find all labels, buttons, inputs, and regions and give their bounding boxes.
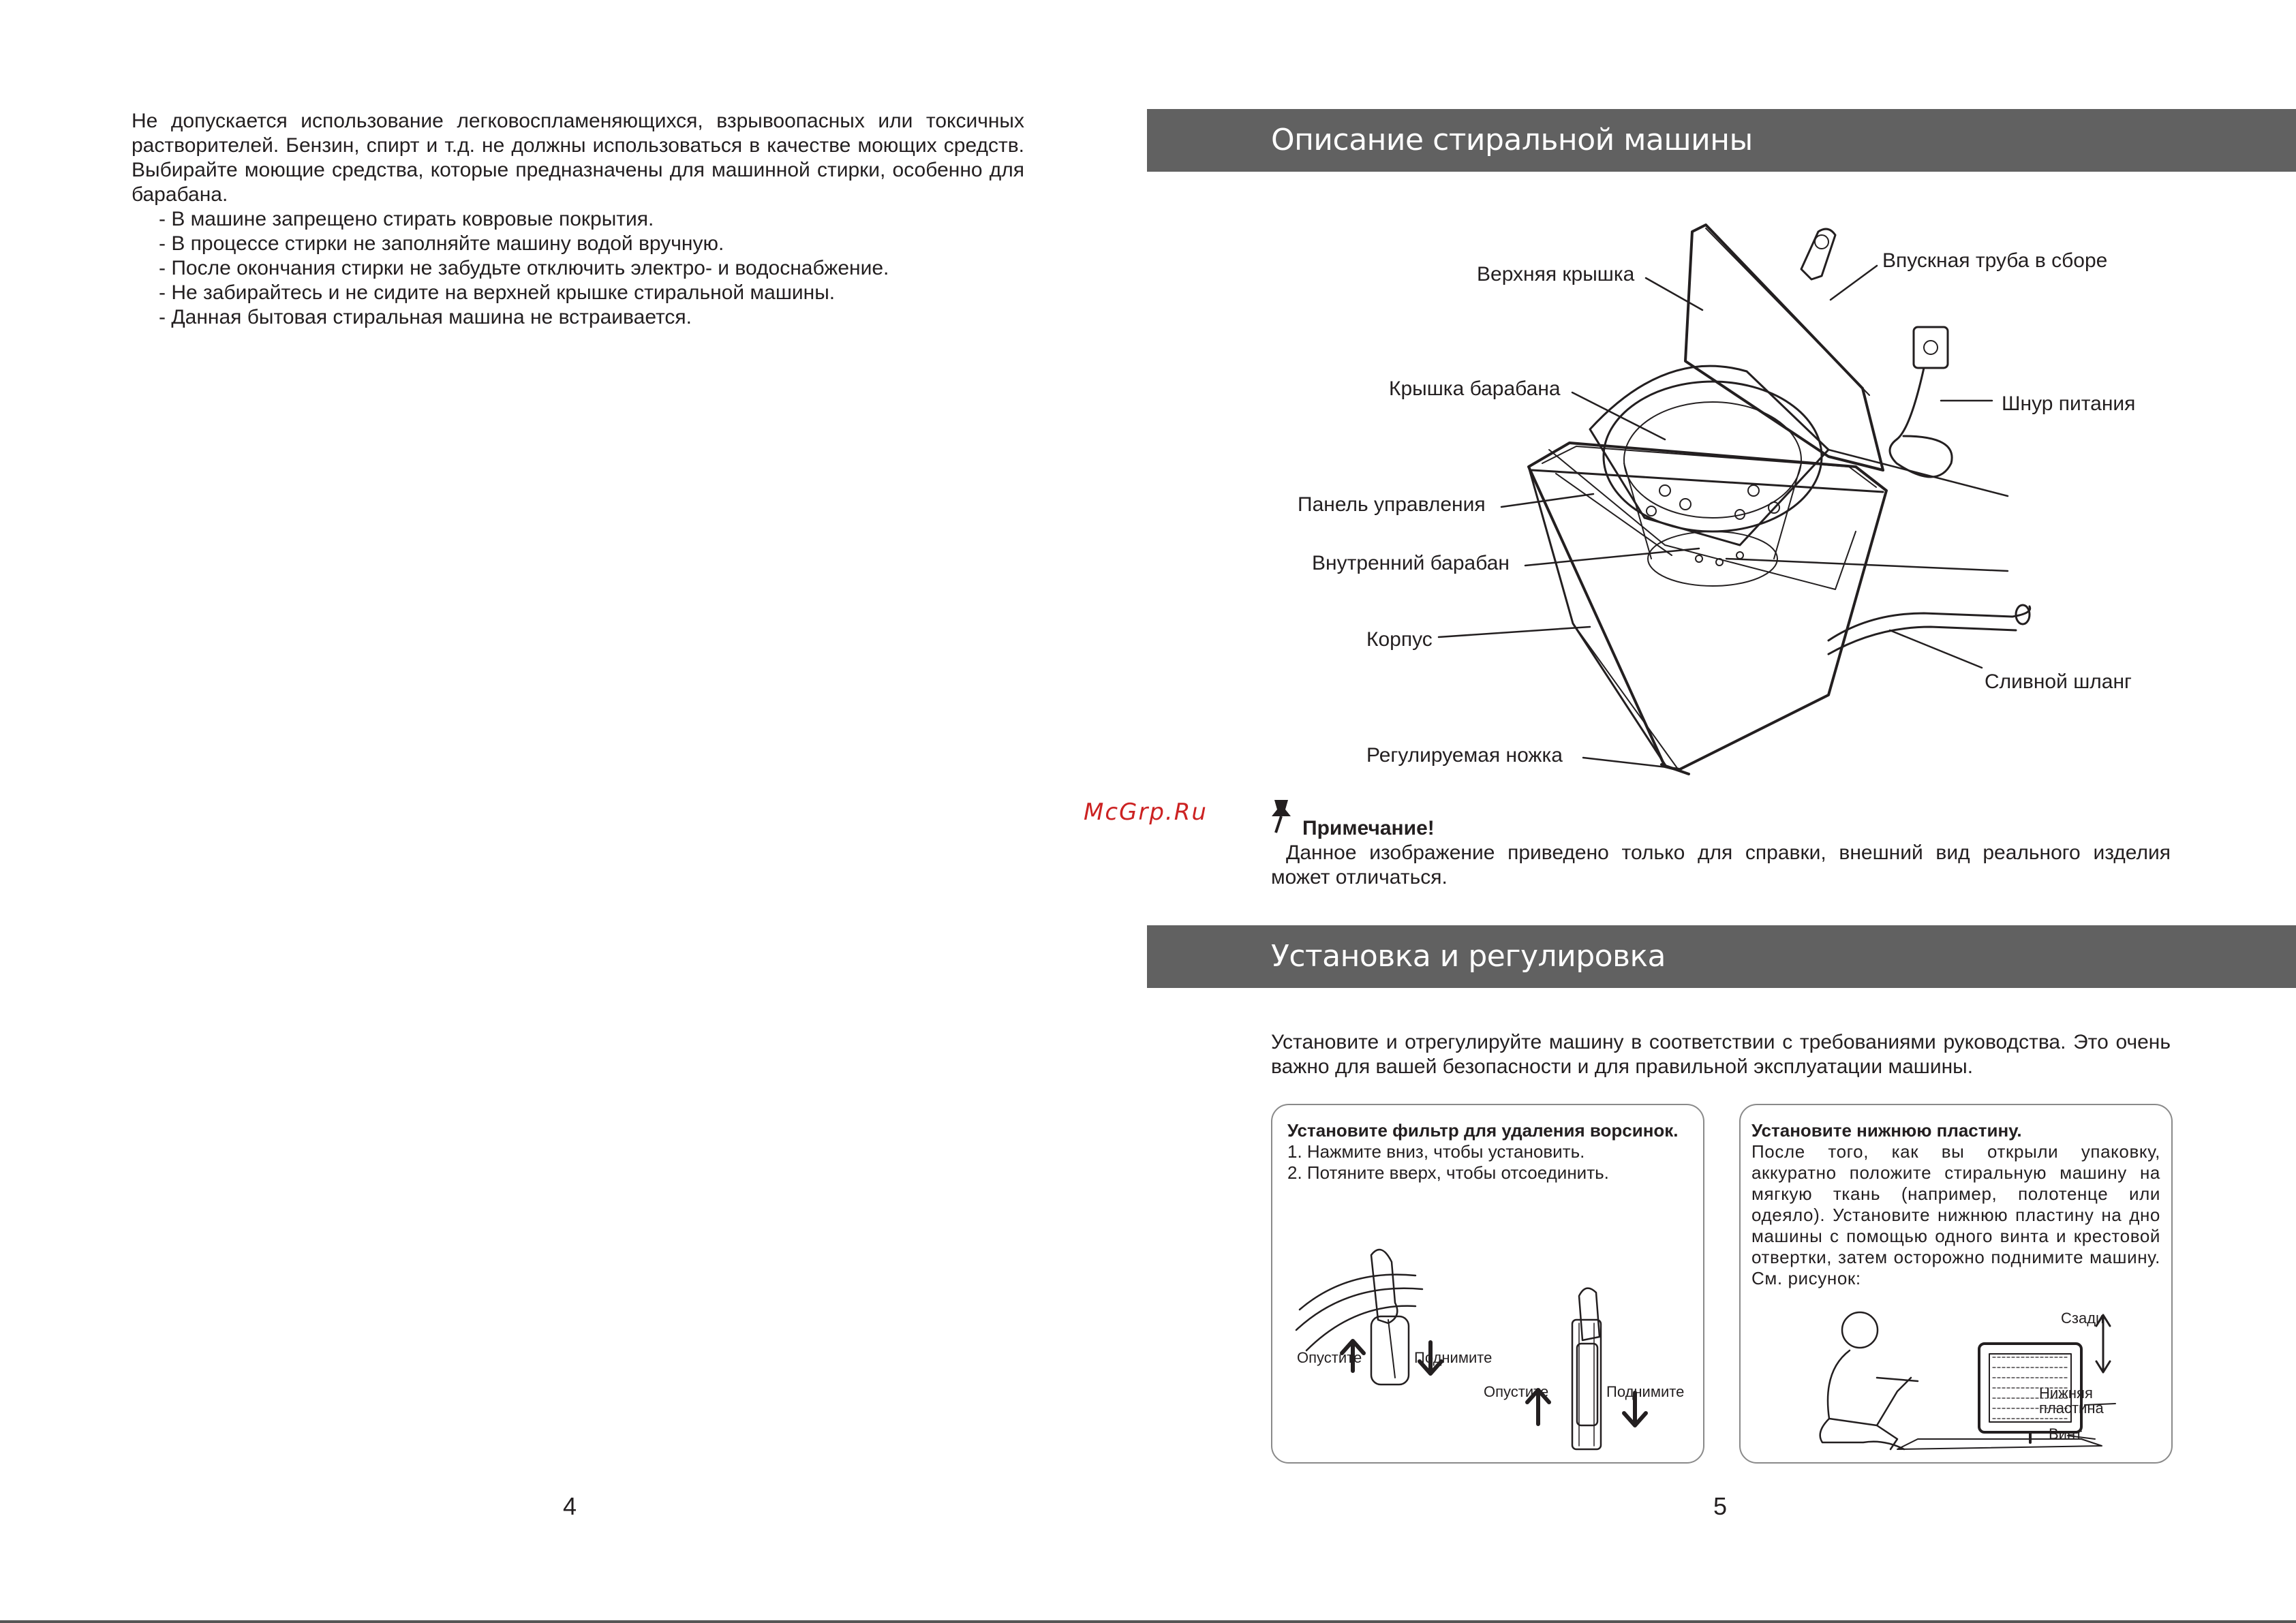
machine-illustration <box>1529 225 2030 774</box>
label-body: Корпус <box>1366 628 1433 651</box>
label-top-lid: Верхняя крышка <box>1477 263 1635 285</box>
installation-intro: Установите и отрегулируйте машину в соответствии с требованиями руководства. Это очень важно для вашей безопасности и для правильной эксплуатации машины. <box>1271 1031 2171 1078</box>
label-inlet-pipe: Впускная труба в сборе <box>1882 249 2108 272</box>
fig-lower-label-2: Опустите <box>1484 1383 1549 1400</box>
fig-back-label: Сзади <box>2061 1310 2104 1327</box>
safety-item: - После окончания стирки не забудьте отключить электро- и водоснабжение. <box>159 257 889 279</box>
safety-item: - Данная бытовая стиральная машина не встраивается. <box>159 306 692 328</box>
note-text: Данное изображение приведено только для справки, внешний вид реального изделия может отличаться. <box>1271 841 2171 888</box>
filter-step-2: 2. Потяните вверх, чтобы отсоединить. <box>1287 1162 1609 1183</box>
section-title-description: Описание стиральной машины <box>1271 123 1753 157</box>
safety-list <box>132 207 1024 330</box>
safety-intro: Не допускается использование легковоспламеняющихся, взрывоопасных или токсичных растворителей. Бензин, спирт и т.д. не должны использоваться в качестве моющих средств. Выбирайте моющие средства, которые предназначены для машинной стирки, особенно для барабана. <box>132 110 1024 206</box>
note-block <box>1271 816 2171 890</box>
page-number-right: 5 <box>1713 1492 1728 1520</box>
fig-screw-label: Винт <box>2049 1425 2083 1442</box>
note-heading: Примечание! <box>1302 817 1435 839</box>
fig-raise-label-2: Поднимите <box>1606 1383 1685 1400</box>
filter-figure <box>1279 1241 1696 1453</box>
label-adjustable-foot: Регулируемая ножка <box>1366 744 1563 767</box>
watermark-text: McGrp.Ru <box>1084 799 1208 826</box>
plate-title: Установите нижнюю пластину. <box>1751 1120 2022 1141</box>
fig-raise-label-1: Поднимите <box>1414 1349 1493 1366</box>
label-inner-drum: Внутренний барабан <box>1312 552 1510 574</box>
section-header-installation <box>1147 925 2296 988</box>
filter-step-1: 1. Нажмите вниз, чтобы установить. <box>1287 1141 1585 1162</box>
page-number-left: 4 <box>563 1492 577 1520</box>
fig-lower-label-1: Опустите <box>1297 1349 1362 1366</box>
plate-figure <box>1795 1303 2163 1459</box>
label-drum-lid: Крышка барабана <box>1389 377 1561 400</box>
filter-instruction-box <box>1271 1104 1704 1464</box>
safety-item: - В машине запрещено стирать ковровые покрытия. <box>159 208 654 230</box>
plate-text: После того, как вы открыли упаковку, аккуратно положите стиральную машину на мягкую ткань (например, полотенце или одеяло). Установите нижнюю пластину на дно машины с помощью одного винта и крестовой отвертки, затем осторожно поднимите машину. См. рисунок: <box>1751 1141 2160 1288</box>
safety-item: - Не забирайтесь и не сидите на верхней крышке стиральной машины. <box>159 281 836 304</box>
bottom-plate-instruction-box <box>1739 1104 2173 1464</box>
left-page-text <box>132 109 1024 330</box>
label-drain-hose: Сливной шланг <box>1985 670 2132 693</box>
fig-plate-label: Нижняя пластина <box>2039 1385 2104 1417</box>
label-power-cord: Шнур питания <box>2002 392 2136 415</box>
safety-item: - В процессе стирки не заполняйте машину водой вручную. <box>159 232 724 255</box>
filter-title: Установите фильтр для удаления ворсинок. <box>1287 1120 1679 1141</box>
section-title-installation: Установка и регулировка <box>1271 939 1666 974</box>
section-header-description <box>1147 109 2296 172</box>
bottom-rule <box>0 1620 2296 1623</box>
label-control-panel: Панель управления <box>1298 493 1486 516</box>
